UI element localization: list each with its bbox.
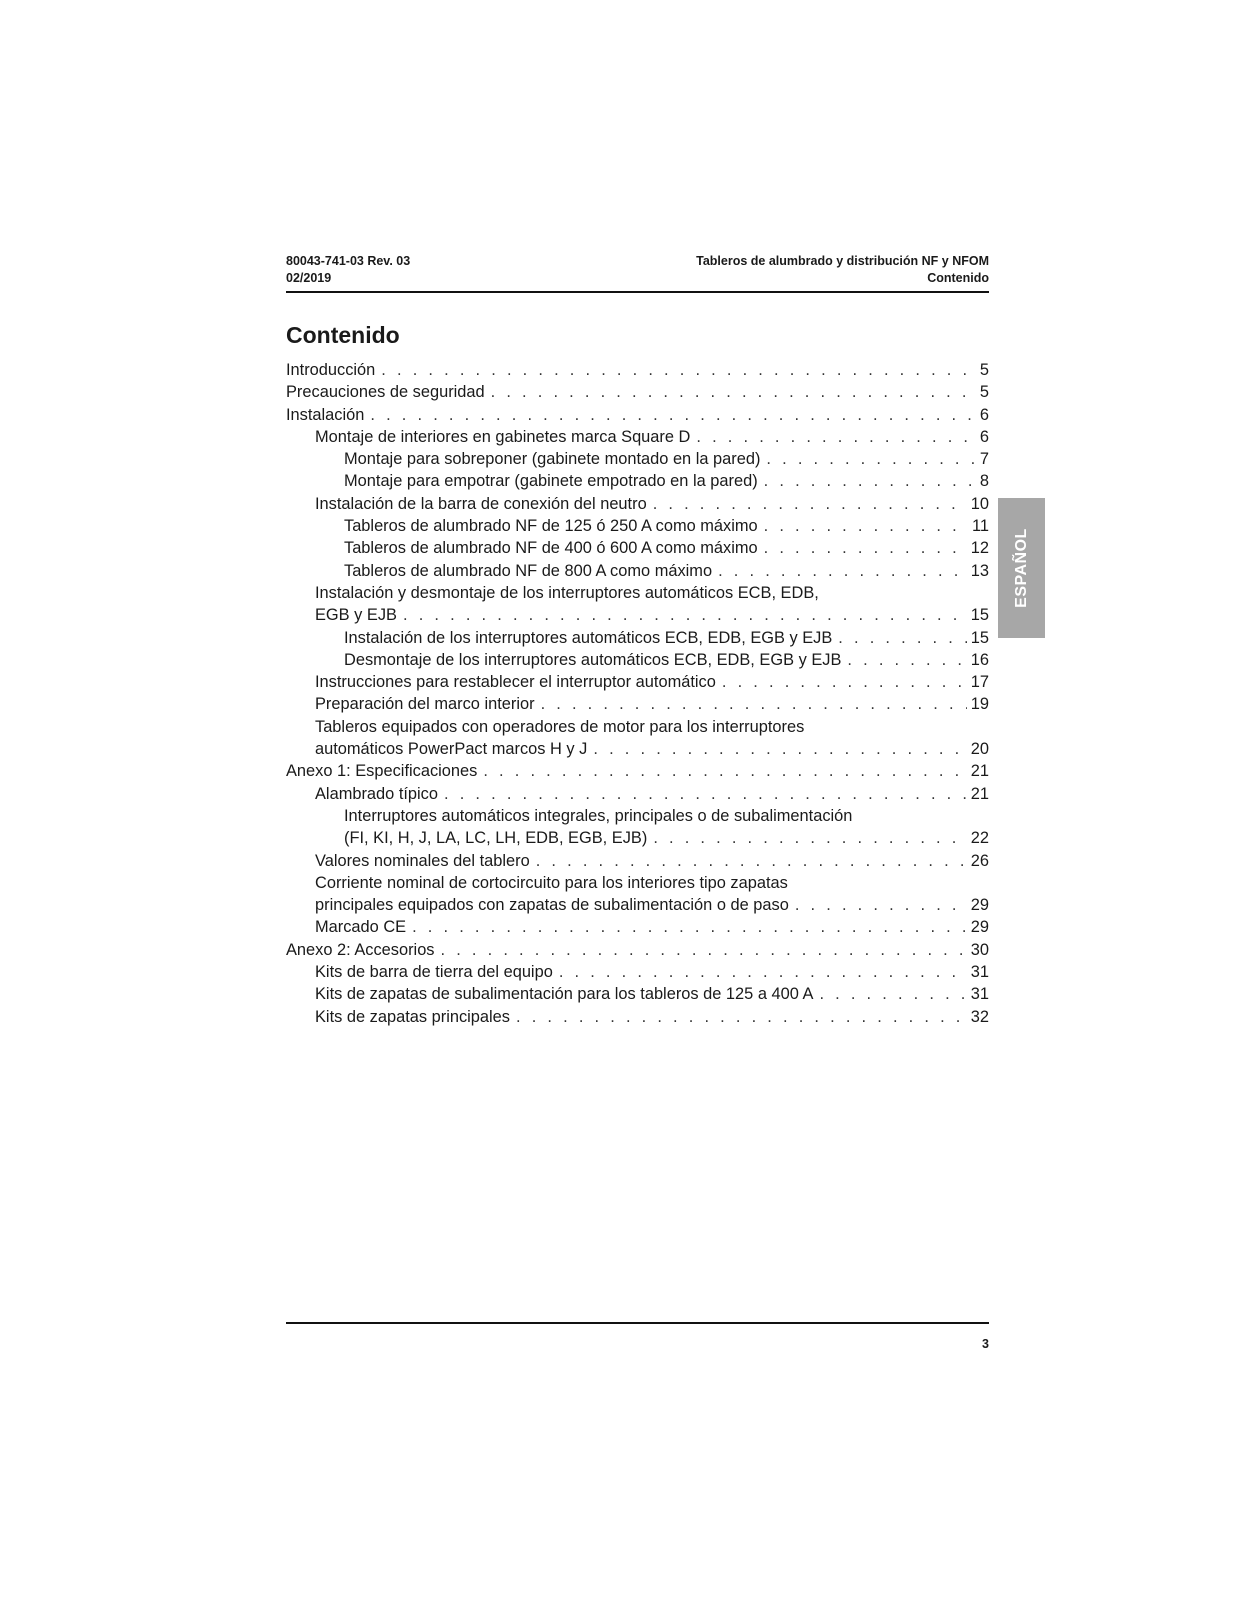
toc-leader-dots	[370, 404, 976, 426]
toc-entry[interactable]	[286, 426, 989, 448]
toc-page-number: 11	[971, 517, 989, 536]
toc-leader-dots	[536, 850, 967, 872]
toc-entry-title: Valores nominales del tablero	[315, 851, 530, 870]
toc-leader-dots	[847, 649, 966, 671]
toc-page-number: 29	[970, 918, 989, 937]
toc-page-number: 12	[970, 539, 989, 558]
toc-entry[interactable]	[286, 627, 989, 649]
toc-entry[interactable]	[286, 359, 989, 381]
toc-leader-dots	[718, 560, 967, 582]
toc-entry[interactable]	[286, 493, 989, 515]
toc-entry-title: Kits de zapatas de subalimentación para los tableros de 125 a 400 A	[315, 985, 814, 1004]
toc-leader-dots	[559, 961, 967, 983]
toc-entry-title: Preparación del marco interior	[315, 695, 535, 714]
toc-entry-title: Tableros de alumbrado NF de 400 ó 600 A como máximo	[344, 539, 758, 558]
toc-entry-title: Alambrado típico	[315, 784, 438, 803]
toc-entry[interactable]	[286, 470, 989, 492]
toc-leader-dots	[766, 448, 975, 470]
language-tab	[998, 498, 1045, 638]
toc-leader-dots	[819, 983, 966, 1005]
toc-page-number: 31	[970, 985, 989, 1004]
toc-page-number: 19	[970, 695, 989, 714]
toc-page-number: 15	[970, 606, 989, 625]
toc-entry-title: Instalación	[286, 405, 365, 424]
toc-entry[interactable]	[286, 693, 989, 715]
toc-page-number: 21	[970, 784, 989, 803]
toc-page-number: 5	[979, 383, 989, 402]
toc-page-number: 10	[970, 494, 989, 513]
toc-entry-title: Kits de barra de tierra del equipo	[315, 963, 553, 982]
toc-entry-title: Kits de zapatas principales	[315, 1007, 510, 1026]
toc-page-number: 21	[970, 762, 989, 781]
toc-entry-title: Introducción	[286, 361, 376, 379]
toc-page-number: 6	[979, 405, 989, 424]
toc-entry-title: Montaje para empotrar (gabinete empotrado en la pared)	[344, 472, 758, 491]
toc-entry[interactable]	[286, 582, 989, 627]
toc-entry-title: Desmontaje de los interruptores automáticos ECB, EDB, EGB y EJB	[344, 650, 842, 669]
toc-page-number: 20	[970, 740, 989, 759]
toc-entry[interactable]	[286, 805, 989, 850]
toc-entry[interactable]	[286, 1006, 989, 1028]
toc-entry[interactable]	[286, 671, 989, 693]
toc-page-number: 15	[970, 628, 989, 647]
doc-date: 02/2019	[286, 271, 332, 285]
toc-entry-title: Tableros equipados con operadores de motor para los interruptores	[315, 717, 805, 736]
toc-entry-title: Precauciones de seguridad	[286, 383, 485, 402]
toc-entry-title: Instrucciones para restablecer el interruptor automático	[315, 673, 716, 692]
toc-entry[interactable]	[286, 983, 989, 1005]
toc-entry-title: Corriente nominal de cortocircuito para los interiores tipo zapatas	[315, 873, 788, 892]
toc-entry[interactable]	[286, 649, 989, 671]
toc-entry-title: Instalación y desmontaje de los interruptores automáticos ECB, EDB,	[315, 583, 819, 602]
toc-page-number: 29	[970, 896, 989, 915]
page-number: 3	[982, 1337, 989, 1351]
footer-rule	[286, 1322, 989, 1324]
toc-entry[interactable]	[286, 872, 989, 917]
toc-entry[interactable]	[286, 537, 989, 559]
section-name: Contenido	[927, 271, 989, 285]
toc-leader-dots	[491, 381, 976, 403]
toc-page-number: 22	[970, 829, 989, 848]
toc-entry-title: Anexo 2: Accesorios	[286, 940, 435, 959]
doc-title: Tableros de alumbrado y distribución NF y NFOM	[696, 254, 989, 268]
toc-leader-dots	[441, 939, 967, 961]
toc-entry-title: Tableros de alumbrado NF de 125 ó 250 A como máximo	[344, 517, 758, 536]
toc-entry[interactable]	[286, 850, 989, 872]
table-of-contents	[286, 359, 989, 1028]
toc-page-number: 31	[970, 963, 989, 982]
toc-entry[interactable]	[286, 939, 989, 961]
toc-entry[interactable]	[286, 404, 989, 426]
toc-entry[interactable]	[286, 560, 989, 582]
toc-entry-title: principales equipados con zapatas de subalimentación o de paso	[315, 896, 789, 915]
toc-leader-dots	[483, 760, 966, 782]
toc-entry[interactable]	[286, 760, 989, 782]
toc-leader-dots	[444, 783, 967, 805]
toc-entry-title: Tableros de alumbrado NF de 800 A como máximo	[344, 561, 713, 580]
toc-leader-dots	[516, 1006, 967, 1028]
toc-entry-title: Marcado CE	[315, 918, 407, 937]
toc-leader-dots	[412, 916, 967, 938]
toc-page-number: 26	[970, 851, 989, 870]
toc-entry-title: automáticos PowerPact marcos H y J	[315, 740, 588, 759]
toc-leader-dots	[764, 470, 976, 492]
toc-page-number: 5	[979, 361, 989, 379]
header-left	[286, 253, 410, 287]
toc-entry-title: EGB y EJB	[315, 606, 397, 625]
toc-leader-dots	[653, 493, 967, 515]
toc-entry-title: (FI, KI, H, J, LA, LC, LH, EDB, EGB, EJB)	[344, 829, 648, 848]
language-tab-label: ESPAÑOL	[1012, 528, 1030, 608]
toc-entry[interactable]	[286, 515, 989, 537]
toc-entry-title: Anexo 1: Especificaciones	[286, 762, 478, 781]
doc-number: 80043-741-03 Rev. 03	[286, 254, 411, 268]
toc-page-number: 13	[970, 561, 989, 580]
toc-page-number: 30	[970, 940, 989, 959]
toc-page-number: 32	[970, 1007, 989, 1026]
toc-leader-dots	[696, 426, 975, 448]
toc-entry[interactable]	[286, 783, 989, 805]
toc-leader-dots	[838, 627, 966, 649]
toc-page-number: 17	[970, 673, 989, 692]
toc-entry-title: Interruptores automáticos integrales, principales o de subalimentación	[344, 806, 853, 825]
toc-entry[interactable]	[286, 448, 989, 470]
toc-entry[interactable]	[286, 716, 989, 761]
toc-leader-dots	[653, 827, 966, 849]
toc-entry[interactable]	[286, 916, 989, 938]
toc-leader-dots	[764, 515, 968, 537]
toc-leader-dots	[764, 537, 967, 559]
toc-entry-title: Instalación de la barra de conexión del neutro	[315, 494, 647, 513]
page-title: Contenido	[286, 322, 400, 348]
toc-leader-dots	[403, 604, 967, 626]
toc-entry-title: Montaje de interiores en gabinetes marca Square D	[315, 427, 691, 446]
toc-leader-dots	[541, 693, 967, 715]
toc-leader-dots	[795, 894, 967, 916]
header-rule	[286, 291, 989, 293]
toc-entry[interactable]	[286, 381, 989, 403]
toc-entry-title: Montaje para sobreponer (gabinete montado en la pared)	[344, 450, 761, 469]
toc-leader-dots	[381, 359, 976, 381]
toc-leader-dots	[593, 738, 966, 760]
toc-page-number: 7	[979, 450, 989, 469]
toc-page-number: 8	[979, 472, 989, 491]
header-right	[696, 253, 989, 287]
toc-entry-title: Instalación de los interruptores automáticos ECB, EDB, EGB y EJB	[344, 628, 833, 647]
toc-entry[interactable]	[286, 961, 989, 983]
toc-leader-dots	[722, 671, 967, 693]
toc-page-number: 16	[970, 650, 989, 669]
toc-page-number: 6	[979, 427, 989, 446]
